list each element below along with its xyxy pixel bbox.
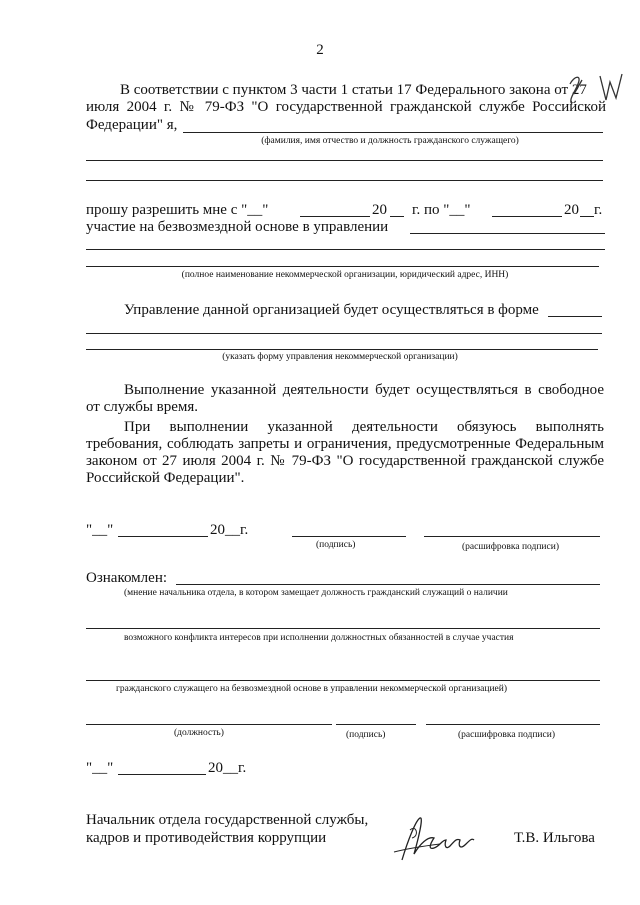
fio-line (183, 132, 603, 133)
to-year-line (580, 216, 594, 217)
footer-title-2: кадров и противодействия коррупции (86, 830, 327, 846)
request-line2: участие на безвозмездной основе в управлении (86, 219, 389, 235)
request-year-2: 20 (564, 202, 579, 218)
hint-fio: (фамилия, имя отчество и должность гражданского служащего) (261, 136, 519, 146)
handwritten-mark-icon (560, 70, 630, 108)
acquainted-hint-2: возможного конфликта интересов при исполнении должностных обязанностей в случае участия (124, 633, 514, 643)
request-to: г. по "__" (412, 202, 471, 218)
from-year-line (390, 216, 404, 217)
obligation-line3: законом от 27 июля 2004 г. № 79-ФЗ "О государственной гражданской службе (86, 453, 604, 469)
acquainted-hint-3: гражданского служащего на безвозмездной основе в управлении некоммерческой организацией) (116, 684, 508, 694)
request-from: прошу разрешить мне с "__" (86, 202, 269, 218)
acquainted-line-2 (86, 628, 600, 629)
request-g: г. (594, 202, 603, 218)
para1-line1: В соответствии с пунктом 3 части 1 статьи 17 Федерального закона от 27 (120, 82, 587, 98)
form-line-3 (86, 349, 598, 350)
obligation-line1: При выполнении указанной деятельности обязуюсь выполнять (124, 419, 604, 435)
acquainted-label: Ознакомлен: (86, 570, 168, 586)
hint-org: (полное наименование некоммерческой организации, юридический адрес, ИНН) (181, 270, 509, 280)
position-line (86, 724, 332, 725)
blank-line-2 (86, 180, 603, 181)
hint-signature-2: (подпись) (346, 730, 386, 740)
hint-position: (должность) (174, 728, 224, 738)
obligation-line4: Российской Федерации". (86, 470, 245, 486)
acquainted-line-1 (176, 584, 600, 585)
hint-decoding-1: (расшифровка подписи) (462, 542, 559, 552)
org-line-3 (86, 266, 599, 267)
date2-day: "__" (86, 760, 114, 776)
date1-year: 20__г. (210, 522, 249, 538)
date2-month-line (118, 774, 206, 775)
decoding2-line (426, 724, 600, 725)
blank-line-1 (86, 160, 603, 161)
acquainted-line-3 (86, 680, 600, 681)
form-line-2 (86, 333, 602, 334)
free-time-line2: от службы время. (86, 399, 199, 415)
date1-day: "__" (86, 522, 114, 538)
free-time-line1: Выполнение указанной деятельности будет осуществляться в свободное (124, 382, 604, 398)
management-form: Управление данной организацией будет осуществляться в форме (124, 302, 539, 318)
date1-month-line (118, 536, 208, 537)
page-number: 2 (316, 42, 324, 58)
to-month-line (492, 216, 562, 217)
para1-line2: июля 2004 г. № 79-ФЗ "О государственной гражданской службе Российской (86, 99, 606, 115)
footer-title-1: Начальник отдела государственной службы, (86, 812, 369, 828)
signature2-line (336, 724, 416, 725)
hint-signature-1: (подпись) (316, 540, 356, 550)
form-line-1 (548, 316, 602, 317)
date2-year: 20__г. (208, 760, 247, 776)
org-line-2 (86, 249, 605, 250)
request-year-1: 20 (372, 202, 387, 218)
acquainted-hint-1: (мнение начальника отдела, в котором замещает должность гражданский служащий о наличии (124, 588, 508, 598)
footer-name: Т.В. Ильгова (514, 830, 595, 846)
hint-decoding-2: (расшифровка подписи) (458, 730, 555, 740)
hint-form: (указать форму управления некоммерческой организации) (222, 352, 458, 362)
signature1-line (292, 536, 406, 537)
obligation-line2: требования, соблюдать запреты и ограничения, предусмотренные Федеральным (86, 436, 604, 452)
from-month-line (300, 216, 370, 217)
org-line-1 (410, 233, 605, 234)
signature-icon (390, 810, 480, 866)
decoding1-line (424, 536, 600, 537)
para1-line3: Федерации" я, (86, 117, 178, 133)
